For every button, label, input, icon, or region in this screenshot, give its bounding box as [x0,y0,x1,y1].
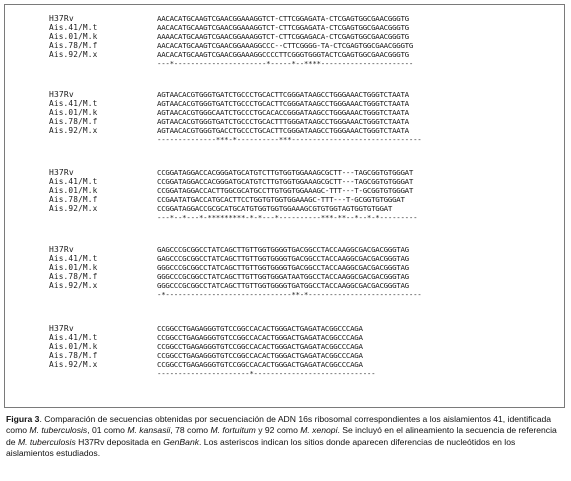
alignment-row-ais78 [49,41,564,50]
figure-label: Figura 3 [6,414,40,424]
alignment-row-ais01 [49,342,564,351]
alignment-row-ais92 [49,281,564,290]
sequence-label: Ais.78/M.f [49,195,98,204]
sequence-text: CCGGCCTGAGAGGGTGTCCGGCCACACTGGGACTGAGATACGGCCCAGA [157,360,363,369]
caption-text: . Comparación de secuencias obtenidas por secuenciación de ADN 16s ribosomal correspondientes a los aislamientos 41, identificada como [6,414,552,436]
alignment-block-5 [49,324,564,378]
sequence-text: CCGGATAGGACCACGGGATGCATGTCTTGTGGTGGAAAGCGCTT---TAGCGGTGTGGGAT [157,177,414,186]
caption-text: . Se incluyó en el alineamiento la secuencia de referencia de [6,425,557,447]
sequence-text: AGTAACACGTGGGCAATCTGCCCTGCACACCGGGATAAGCCTGGGAAACTGGGTCTAATA [157,108,409,117]
consensus-markers: -*------------------------------**-*--------------------------- [157,290,422,299]
sequence-label: Ais.41/M.t [49,99,98,108]
consensus-markers: ---*--*---*-*********-*-*---*----------***-**--*--*-*--------- [157,213,418,222]
figure-caption [6,414,564,460]
species-name: M. tuberculosis [17,436,76,447]
caption-text: H37Rv depositada en [75,436,164,447]
sequence-text: CCGGATAGGACCACTTGGCGCATGCCTTGTGGTGGAAAGC-TTT---T-GCGGTGTGGGAT [157,186,414,195]
sequence-label: Ais.78/M.f [49,41,98,50]
sequence-text: CCGGCCTGAGAGGGTGTCCGGCCACACTGGGACTGAGATACGGCCCAGA [157,351,363,360]
sequence-text: CCGGCCTGAGAGGGTGTCCGGCCACACTGGGACTGAGATACGGCCCAGA [157,342,363,351]
species-name: M. kansasii [127,425,171,436]
sequence-label: H37Rv [49,245,74,254]
consensus-row [49,59,564,68]
sequence-text: CCGGATAGGACCGCGCATGCATGTGGTGGTGGAAAGCGTGTGGTAGTGGTGTGGAT [157,204,393,213]
alignment-block-4 [49,245,564,299]
sequence-label: H37Rv [49,324,74,333]
consensus-row [49,369,564,378]
sequence-label: H37Rv [49,90,74,99]
alignment-row-ais01 [49,108,564,117]
alignment-row-ais01 [49,32,564,41]
sequence-text: AACACATGCAAGTCGAACGGAAAGGTCT-CTTCGGAGATA-CTCGAGTGGCGAACGGGTG [157,23,409,32]
sequence-label: Ais.41/M.t [49,23,98,32]
alignment-row-h37rv [49,14,564,23]
sequence-text: AGTAACACGTGGGTGACCTGCCCTGCACTTCGGGATAAGCCTGGGAAACTGGGTCTAATA [157,126,409,135]
alignment-row-ais41 [49,333,564,342]
consensus-markers: --------------***-*----------***------------------------------- [157,135,422,144]
sequence-label: H37Rv [49,14,74,23]
sequence-label: Ais.41/M.t [49,333,98,342]
alignment-row-ais92 [49,204,564,213]
alignment-row-ais78 [49,195,564,204]
sequence-text: CCGAATATGACCATGCACTTCCTGGTGTGGTGGAAAGC-TTT---T-GCGGTGTGGGAT [157,195,405,204]
sequence-text: CCGGCCTGAGAGGGTGTCCGGCCACACTGGGACTGAGATACGGCCCAGA [157,324,363,333]
sequence-label: Ais.01/M.k [49,342,98,351]
caption-text: y 92 como [255,425,301,436]
database-name: GenBank [163,436,200,447]
alignment-row-h37rv [49,168,564,177]
sequence-label: Ais.78/M.f [49,351,98,360]
sequence-text: GGGCCCGCGGCCTATCAGCTTGTTGGTGGGGTGACGGCCTACCAAGGCGACGACGGGTAG [157,263,409,272]
alignment-row-ais92 [49,50,564,59]
alignment-block-2 [49,90,564,144]
sequence-label: H37Rv [49,168,74,177]
sequence-label: Ais.92/M.x [49,281,98,290]
alignment-row-ais92 [49,360,564,369]
alignment-block-1 [49,14,564,68]
species-name: M. tuberculosis [29,425,88,436]
consensus-markers: ----------------------*----------------------------- [157,369,376,378]
sequence-text: GGGCCCGCGGCCTATCAGCTTGTTGGTGGGGTGATGGCCTACCAAGGCGACGACGGGTAG [157,281,409,290]
sequence-label: Ais.92/M.x [49,360,98,369]
alignment-row-ais01 [49,186,564,195]
sequence-label: Ais.41/M.t [49,177,98,186]
consensus-row [49,290,564,299]
sequence-text: AACACATGCAAGTCGAACGGAAAGGCCCCTTCGGGTGGGTACTCGAGTGGCGAACGGGTG [157,50,409,59]
caption-text: , 01 como [87,425,128,436]
caption-text: . Los asteriscos indican los sitios donde aparecen diferencias de nucleótidos en los aislamientos estudiados. [6,436,516,459]
sequence-text: GAGCCCGCGGCCTATCAGCTTGTTGGTGGGGTGACGGCCTACCAAGGCGACGACGGGTAG [157,245,409,254]
consensus-row [49,135,564,144]
sequence-label: Ais.78/M.f [49,117,98,126]
consensus-row [49,213,564,222]
sequence-text: CCGGCCTGAGAGGGTGTCCGGCCACACTGGGACTGAGATACGGCCCAGA [157,333,363,342]
alignment-row-ais01 [49,263,564,272]
alignment-row-ais92 [49,126,564,135]
sequence-label: Ais.01/M.k [49,186,98,195]
sequence-text: GGGCCCGCGGCCTATCAGCTTGTTGGTGGGATAATGGCCTACCAAGGCGACGACGGGTAG [157,272,409,281]
sequence-label: Ais.92/M.x [49,126,98,135]
sequence-label: Ais.92/M.x [49,50,98,59]
sequence-label: Ais.78/M.f [49,272,98,281]
sequence-label: Ais.01/M.k [49,32,98,41]
sequence-text: AGTAACACGTGGGTGATCTGCCCTGCACTTTGGGATAAGCCTGGGAAACTGGGTCTAATA [157,117,409,126]
alignment-row-h37rv [49,90,564,99]
alignment-row-ais41 [49,254,564,263]
alignment-row-ais41 [49,23,564,32]
alignment-row-h37rv [49,245,564,254]
alignment-row-ais78 [49,351,564,360]
sequence-label: Ais.41/M.t [49,254,98,263]
sequence-label: Ais.01/M.k [49,263,98,272]
alignment-row-ais41 [49,99,564,108]
alignment-row-ais78 [49,272,564,281]
sequence-text: AGTAACACGTGGGTGATCTGCCCTGCACTTCGGGATAAGCCTGGGAAACTGGGTCTAATA [157,90,409,99]
caption-text: , 78 como [170,425,211,436]
sequence-label: Ais.01/M.k [49,108,98,117]
alignment-row-ais78 [49,117,564,126]
alignment-block-3 [49,168,564,222]
species-name: M. xenopi [300,425,338,436]
alignment-row-ais41 [49,177,564,186]
sequence-text: GAGCCCGCGGCCTATCAGCTTGTTGGTGGGGTGACGGCCTACCAAGGCGACGACGGGTAG [157,254,409,263]
sequence-label: Ais.92/M.x [49,204,98,213]
consensus-markers: ---*----------------------*-----*--****---------------------- [157,59,414,68]
sequence-text: AAAACATGCAAGTCGAACGGAAAGGTCT-CTTCGGAGACA-CTCGAGTGGCGAACGGGTG [157,32,409,41]
sequence-text: AACACATGCAAGTCGAACGGAAAGGTCT-CTTCGGAGATA-CTCGAGTGGCGAACGGGTG [157,14,409,23]
species-name: M. fortuitum [210,425,256,436]
sequence-text: CCGGATAGGACCACGGGATGCATGTCTTGTGGTGGAAAGCGCTT---TAGCGGTGTGGGAT [157,168,414,177]
alignment-figure [4,4,565,408]
sequence-text: AACACATGCAAGTCGAACGGAAAGGCCC--CTTCGGGG-TA-CTCGAGTGGCGAACGGGTG [157,41,414,50]
sequence-text: AGTAACACGTGGGTGATCTGCCCTGCACTTCGGGATAAGCCTGGGAAACTGGGTCTAATA [157,99,409,108]
alignment-row-h37rv [49,324,564,333]
